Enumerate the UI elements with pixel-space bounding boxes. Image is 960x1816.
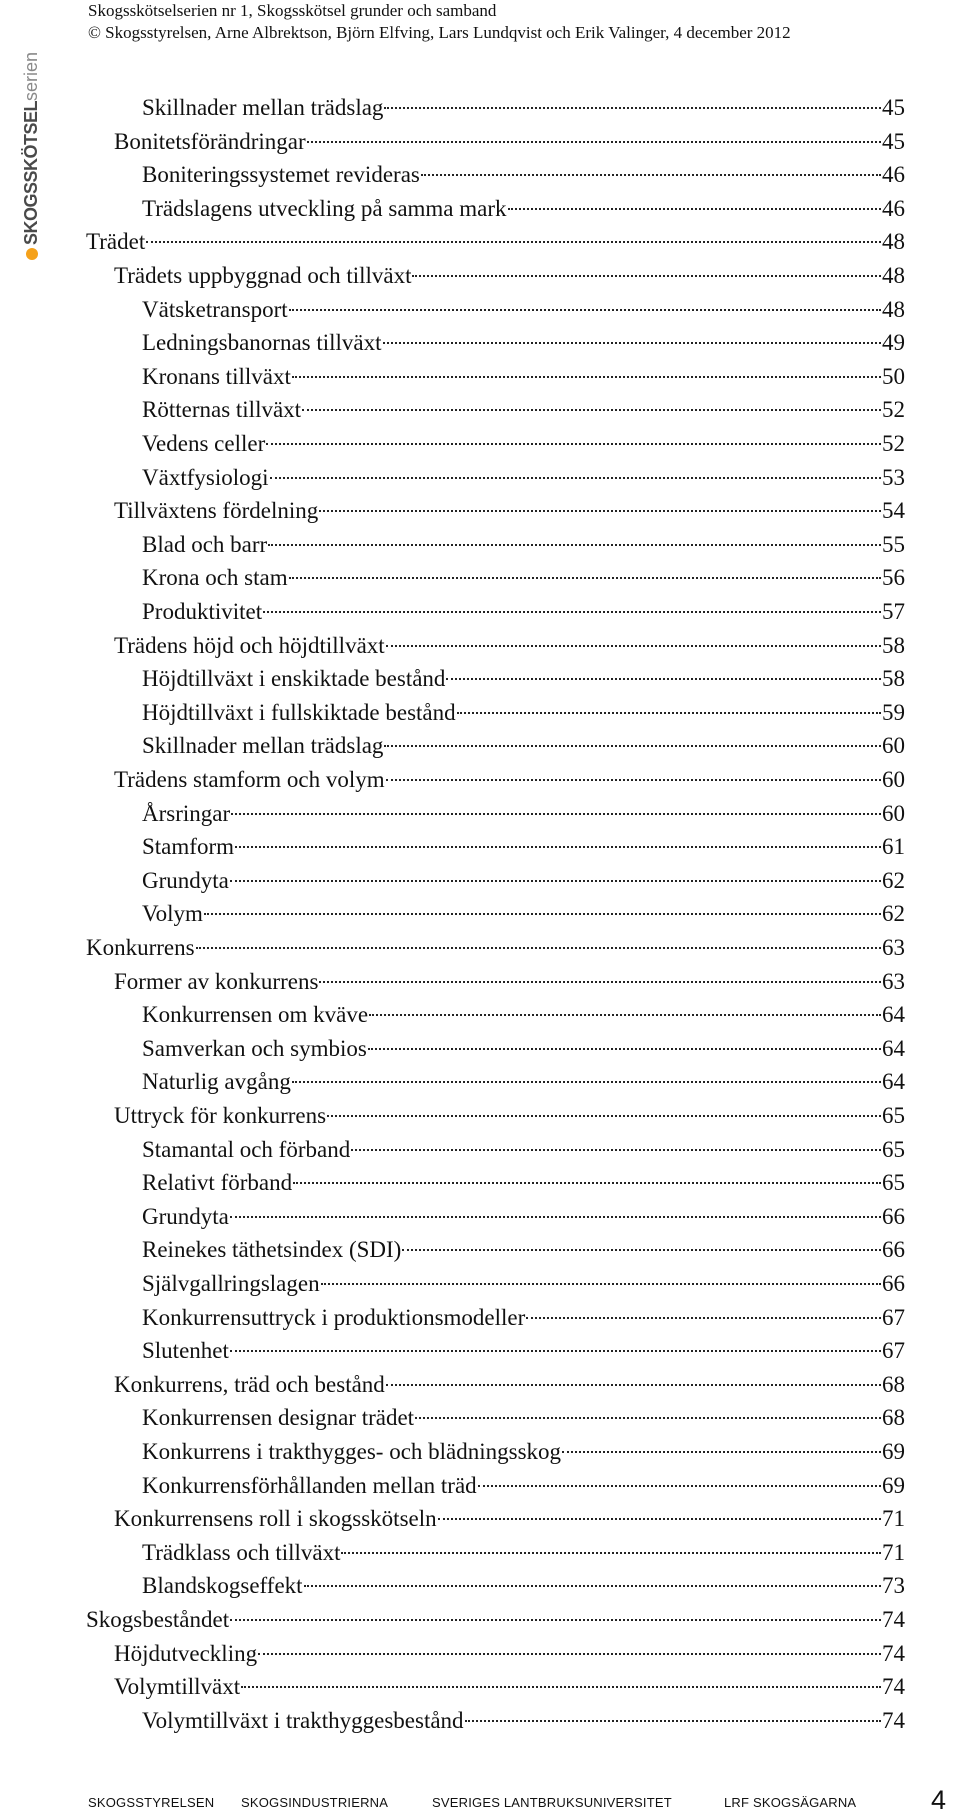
dot-leader (369, 1014, 881, 1016)
toc-entry-title: Trädens höjd och höjdtillväxt (114, 632, 385, 658)
toc-entry-title: Stamform (142, 834, 234, 860)
dot-leader (268, 544, 881, 546)
toc-entry[interactable] (114, 763, 916, 797)
toc-entry-title: Former av konkurrens (114, 968, 319, 994)
dot-leader (196, 947, 881, 949)
dot-leader (231, 813, 881, 815)
toc-entry[interactable] (142, 998, 916, 1032)
toc-entry-title: Krona och stam (142, 565, 288, 591)
toc-entry-page: 66 (882, 1271, 905, 1296)
dot-leader (235, 846, 881, 848)
toc-entry[interactable] (142, 1435, 916, 1469)
toc-entry-title: Boniteringssystemet revideras (142, 162, 420, 188)
toc-entry-page: 45 (882, 128, 905, 154)
toc-entry-page: 50 (882, 363, 905, 389)
toc-entry[interactable] (114, 1637, 916, 1671)
toc-entry[interactable] (142, 1469, 916, 1503)
toc-entry-title: Grundyta (142, 1203, 229, 1229)
dot-leader (327, 1115, 881, 1117)
dot-leader (230, 1619, 881, 1621)
toc-entry[interactable] (142, 293, 916, 327)
toc-entry-title: Reinekes täthetsindex (SDI) (142, 1237, 402, 1263)
toc-entry-page: 66 (882, 1203, 905, 1229)
toc-entry-title: Trädets uppbyggnad och tillväxt (114, 263, 412, 288)
toc-entry[interactable] (142, 461, 916, 495)
toc-entry-page: 66 (882, 1237, 905, 1263)
toc-entry-page: 67 (882, 1338, 905, 1364)
toc-entry[interactable] (142, 1200, 916, 1234)
toc-entry-page: 52 (882, 431, 905, 456)
toc-entry[interactable] (142, 830, 916, 864)
dot-leader (230, 880, 881, 882)
toc-entry[interactable] (142, 897, 916, 931)
toc-entry-title: Självgallringslagen (142, 1271, 320, 1296)
dot-leader (526, 1317, 881, 1319)
toc-entry-page: 61 (882, 834, 905, 860)
toc-entry-page: 48 (882, 263, 905, 288)
toc-entry[interactable] (114, 1502, 916, 1536)
dot-leader (289, 577, 881, 579)
toc-entry-title: Konkurrensen om kväve (142, 1002, 369, 1028)
toc-entry[interactable] (142, 1704, 916, 1738)
toc-entry[interactable] (142, 662, 916, 696)
toc-entry-page: 65 (882, 1170, 905, 1196)
dot-leader (293, 1182, 881, 1184)
toc-entry-page: 69 (882, 1472, 905, 1498)
toc-entry-page: 48 (882, 296, 905, 322)
toc-entry-title: Volymtillväxt (114, 1674, 241, 1700)
toc-entry[interactable] (114, 965, 916, 999)
toc-entry-page: 60 (882, 800, 905, 826)
toc-entry[interactable] (114, 494, 916, 528)
dot-leader (204, 913, 881, 915)
toc-entry-page: 64 (882, 1035, 905, 1061)
toc-entry-title: Konkurrensuttryck i produktionsmodeller (142, 1304, 526, 1330)
toc-entry-page: 55 (882, 531, 905, 557)
dot-leader (304, 1585, 881, 1587)
dot-leader (341, 1552, 881, 1554)
toc-entry-title: Relativt förband (142, 1170, 293, 1196)
toc-entry-title: Höjdutveckling (114, 1640, 258, 1666)
toc-entry[interactable] (142, 1233, 916, 1267)
toc-entry-page: 49 (882, 330, 905, 356)
dot-leader (230, 1350, 881, 1352)
toc-entry[interactable] (114, 1670, 916, 1704)
toc-entry-page: 59 (882, 699, 905, 725)
dot-leader (508, 208, 881, 210)
toc-entry-page: 65 (882, 1136, 905, 1162)
dot-leader (263, 611, 881, 613)
toc-entry[interactable] (86, 931, 916, 965)
toc-entry[interactable] (142, 1401, 916, 1435)
toc-entry-title: Rötternas tillväxt (142, 397, 302, 423)
toc-entry-page: 58 (882, 632, 905, 658)
toc-entry-title: Volym (142, 901, 203, 927)
dot-leader (438, 1518, 881, 1520)
dot-leader (292, 376, 881, 378)
dot-leader (457, 712, 881, 714)
toc-entry[interactable] (142, 1536, 916, 1570)
toc-entry-title: Produktivitet (142, 599, 263, 624)
toc-entry-title: Vätsketransport (142, 296, 288, 322)
toc-entry-page: 53 (882, 464, 905, 490)
toc-entry-page: 74 (882, 1674, 905, 1700)
dot-leader (421, 174, 881, 176)
toc-entry[interactable] (142, 360, 916, 394)
toc-entry-title: Konkurrens i trakthygges- och blädningsskog (142, 1439, 562, 1464)
dot-leader (307, 141, 881, 143)
toc-entry[interactable] (142, 158, 916, 192)
toc-entry-page: 71 (882, 1506, 905, 1532)
toc-entry[interactable] (142, 393, 916, 427)
dot-leader (384, 107, 881, 109)
toc-entry-page: 67 (882, 1304, 905, 1330)
toc-entry-title: Vedens celler (142, 431, 266, 456)
toc-entry-page: 56 (882, 565, 905, 591)
dot-leader (368, 1048, 881, 1050)
dot-leader (446, 678, 881, 680)
toc-entry[interactable] (142, 1065, 916, 1099)
toc-entry-page: 46 (882, 195, 905, 221)
dot-leader (478, 1485, 881, 1487)
toc-entry-page: 69 (882, 1439, 905, 1464)
toc-entry-page: 63 (882, 968, 905, 994)
toc-entry-title: Årsringar (142, 800, 231, 826)
toc-entry[interactable] (142, 528, 916, 562)
toc-entry-title: Naturlig avgång (142, 1069, 291, 1095)
logo-dot-icon (26, 248, 38, 260)
toc-entry-title: Stamantal och förband (142, 1136, 351, 1162)
dot-leader (241, 1686, 881, 1688)
toc-entry-title: Trädens stamform och volym (114, 767, 385, 792)
logo-wordmark-suffix: serien (21, 51, 41, 101)
dot-leader (319, 510, 881, 512)
toc-entry-title: Slutenhet (142, 1338, 229, 1364)
toc-entry-page: 65 (882, 1103, 905, 1128)
dot-leader (292, 1081, 881, 1083)
toc-entry-title: Blad och barr (142, 531, 268, 557)
copyright-line: © Skogsstyrelsen, Arne Albrektson, Björn Elfving, Lars Lundqvist och Erik Valinger, 4 december 2012 (88, 23, 791, 42)
toc-entry[interactable] (142, 1569, 916, 1603)
toc-entry-page: 74 (882, 1607, 905, 1632)
toc-entry[interactable] (142, 1301, 916, 1335)
toc-entry-page: 64 (882, 1069, 905, 1095)
toc-entry[interactable] (142, 1133, 916, 1167)
toc-entry-page: 62 (882, 901, 905, 927)
series-title: Skogsskötselserien nr 1, Skogsskötsel grunder och samband (88, 1, 497, 20)
dot-leader (351, 1149, 881, 1151)
toc-entry-title: Skillnader mellan trädslag (142, 733, 384, 759)
toc-entry-page: 52 (882, 397, 905, 423)
toc-entry-title: Skogsbeståndet (86, 1607, 230, 1632)
toc-entry[interactable] (142, 192, 916, 226)
toc-entry-page: 60 (882, 733, 905, 759)
toc-entry-title: Tillväxtens fördelning (114, 498, 319, 524)
dot-leader (384, 745, 881, 747)
toc-entry-title: Ledningsbanornas tillväxt (142, 330, 382, 356)
toc-entry-title: Grundyta (142, 867, 229, 893)
footer-org: SKOGSINDUSTRIERNA (241, 1795, 389, 1810)
toc-entry-title: Trädet (86, 229, 146, 255)
toc-entry-title: Konkurrens, träd och bestånd (114, 1371, 385, 1397)
dot-leader (270, 477, 882, 479)
toc-entry[interactable] (142, 561, 916, 595)
toc-entry-title: Konkurrensen designar trädet (142, 1405, 415, 1431)
dot-leader (321, 1283, 881, 1285)
dot-leader (386, 779, 881, 781)
toc-entry-title: Bonitetsförändringar (114, 128, 306, 154)
toc-entry[interactable] (142, 864, 916, 898)
toc-entry-page: 48 (882, 229, 905, 255)
toc-entry-page: 68 (882, 1405, 905, 1431)
toc-entry-page: 45 (882, 95, 905, 120)
toc-entry-title: Trädklass och tillväxt (142, 1539, 341, 1565)
dot-leader (258, 1653, 881, 1655)
dot-leader (289, 309, 881, 311)
toc-entry-page: 74 (882, 1640, 905, 1666)
toc-entry[interactable] (142, 1032, 916, 1066)
toc-entry-title: Höjdtillväxt i enskiktade bestånd (142, 666, 446, 692)
toc-entry-page: 74 (882, 1707, 905, 1733)
toc-entry[interactable] (114, 629, 916, 663)
toc-entry-page: 64 (882, 1002, 905, 1028)
dot-leader (402, 1249, 881, 1251)
toc-entry-title: Kronans tillväxt (142, 363, 291, 389)
footer-org: SVERIGES LANTBRUKSUNIVERSITET (432, 1795, 672, 1810)
page-number: 4 (930, 1785, 946, 1815)
toc-entry[interactable] (114, 1099, 916, 1133)
toc-entry-page: 71 (882, 1539, 905, 1565)
toc-entry[interactable] (86, 1603, 916, 1637)
dot-leader (383, 342, 881, 344)
toc-entry[interactable] (142, 91, 916, 125)
toc-entry-page: 62 (882, 867, 905, 893)
page-footer (88, 1785, 960, 1815)
dot-leader (386, 645, 881, 647)
toc-entry[interactable] (142, 1267, 916, 1301)
dot-leader (319, 981, 881, 983)
toc-entry-page: 46 (882, 162, 905, 188)
toc-entry-page: 63 (882, 935, 905, 960)
dot-leader (230, 1216, 881, 1218)
page-header (88, 0, 948, 44)
toc-entry[interactable] (142, 1166, 916, 1200)
footer-org: SKOGSSTYRELSEN (88, 1795, 215, 1810)
dot-leader (562, 1451, 881, 1453)
toc-entry-title: Uttryck för konkurrens (114, 1103, 327, 1128)
toc-entry-page: 73 (882, 1573, 905, 1599)
toc-entry[interactable] (142, 729, 916, 763)
dot-leader (386, 1384, 881, 1386)
toc-entry-page: 57 (882, 599, 905, 624)
dot-leader (266, 443, 881, 445)
toc-entry-title: Konkurrensförhållanden mellan träd (142, 1472, 477, 1498)
toc-entry-page: 60 (882, 767, 905, 792)
dot-leader (302, 409, 881, 411)
toc-entry[interactable] (142, 326, 916, 360)
dot-leader (412, 275, 881, 277)
toc-entry[interactable] (142, 595, 916, 629)
toc-entry[interactable] (142, 427, 916, 461)
dot-leader (465, 1720, 881, 1722)
toc-entry-page: 58 (882, 666, 905, 692)
dot-leader (146, 241, 881, 243)
footer-org: LRF SKOGSÄGARNA (724, 1795, 857, 1810)
toc-entry[interactable] (86, 225, 916, 259)
toc-entry-title: Samverkan och symbios (142, 1035, 367, 1061)
toc-entry-page: 68 (882, 1371, 905, 1397)
skogsskotsel-logo (0, 30, 41, 260)
toc-entry-title: Höjdtillväxt i fullskiktade bestånd (142, 699, 456, 725)
toc-entry[interactable] (142, 1334, 916, 1368)
toc-entry-title: Växtfysiologi (142, 464, 269, 490)
toc-entry[interactable] (114, 1368, 916, 1402)
toc-entry-title: Trädslagens utveckling på samma mark (142, 195, 507, 221)
toc-entry-title: Konkurrensens roll i skogsskötseln (114, 1506, 437, 1532)
toc-entry[interactable] (114, 125, 916, 159)
logo-wordmark: SKOGSSKÖTSEL (21, 100, 41, 245)
toc-entry-title: Volymtillväxt i trakthyggesbestånd (142, 1707, 464, 1733)
toc-entry-title: Blandskogseffekt (142, 1573, 303, 1599)
toc-entry[interactable] (114, 259, 916, 293)
dot-leader (415, 1417, 881, 1419)
toc-entry-title: Konkurrens (86, 935, 195, 960)
toc-entry[interactable] (142, 696, 916, 730)
toc-entry[interactable] (142, 797, 916, 831)
toc-entry-page: 54 (882, 498, 905, 524)
toc-entry-title: Skillnader mellan trädslag (142, 95, 384, 120)
